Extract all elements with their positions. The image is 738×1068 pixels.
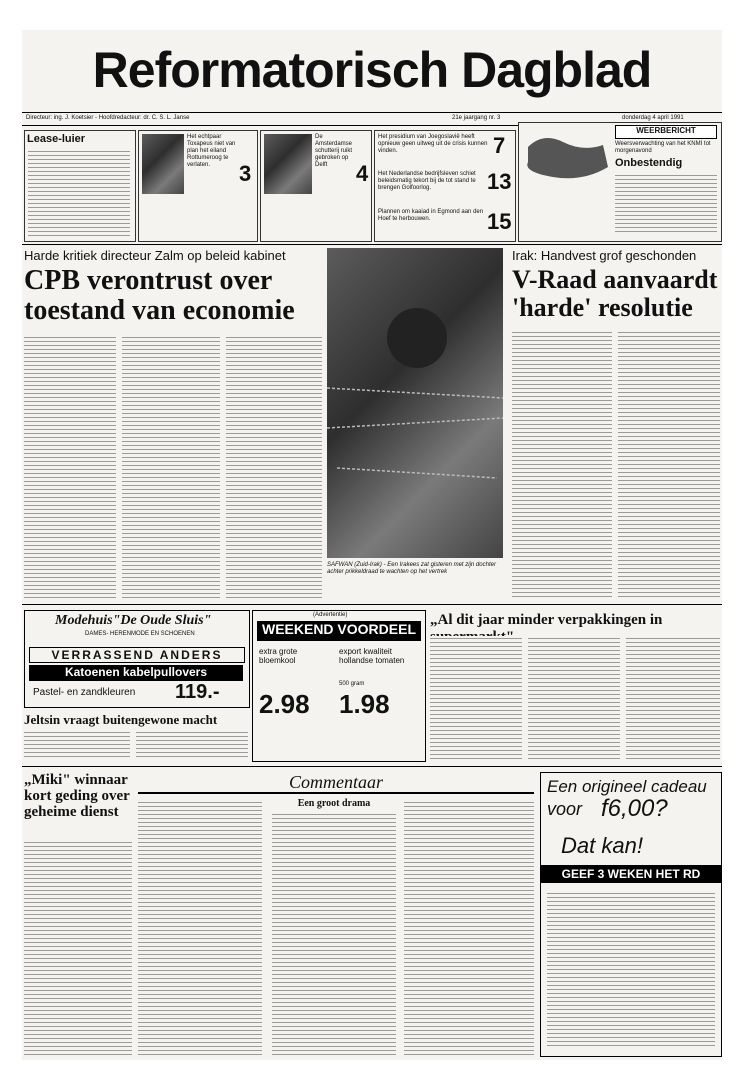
toxa-num: 3 xyxy=(239,161,252,186)
irak-kicker: Irak: Handvest grof geschonden xyxy=(512,248,697,263)
verpakking-headline[interactable]: „Al dit jaar minder verpakkingen in xyxy=(430,612,663,628)
commentaar-label: Commentaar xyxy=(138,772,534,794)
jeltsin-headline[interactable]: Jeltsin vraagt buitengewone macht xyxy=(24,712,218,727)
voordeel-price2: 1.98 xyxy=(339,689,390,719)
teaser-list xyxy=(374,130,516,242)
voordeel-item2: export kwaliteit hollandse tomaten xyxy=(339,647,405,665)
commentaar-title: Een groot drama xyxy=(297,798,371,809)
egmond-text[interactable]: Plannen om kaaiad in Egmond aan den Hoef te herbouwen. xyxy=(378,209,484,222)
date: donderdag 4 april 1991 xyxy=(622,115,684,121)
irak-headline[interactable]: V-Raad aanvaardt 'harde' resolutie xyxy=(512,265,718,322)
voordeel-ad[interactable] xyxy=(252,610,426,762)
joegoslavie-text[interactable]: Het presidium van Joegoslavië heeft opnieuw geen uitweg uit de crisis kunnen vinden. xyxy=(378,134,488,154)
weather-title: Onbestendig xyxy=(615,157,683,169)
modehuis-detail: Pastel- en zandkleuren xyxy=(33,687,136,698)
amsterdam-photo xyxy=(264,134,312,194)
directors: Directeur: ing. J. Koetsier - Hoofdredacteur: dr. C. S. L. Janse xyxy=(26,115,190,121)
volume: 21e jaargang nr. 3 xyxy=(452,115,501,121)
modehuis-product: Katoenen kabelpullovers xyxy=(29,665,243,681)
promo-banner[interactable]: GEEF 3 WEKEN HET RD xyxy=(541,865,721,883)
photo-caption: SAFWAN (Zuid-Irak) - Een Irakees zat gisteren met zijn dochter achter prikkeldraad te wachten op het vertrek xyxy=(327,562,496,575)
teaser-lease[interactable] xyxy=(24,130,136,242)
voordeel-price1: 2.98 xyxy=(259,689,310,719)
joegoslavie-num: 7 xyxy=(493,133,506,158)
toxa-photo xyxy=(142,134,184,194)
voordeel-unit2: 500 gram xyxy=(339,681,365,687)
teaser-toxa[interactable] xyxy=(138,130,258,242)
promo-voor: voor xyxy=(547,799,583,819)
promo-cta: Dat kan! xyxy=(561,833,643,858)
teaser-amsterdam[interactable] xyxy=(260,130,372,242)
weather-header: WEERBERICHT xyxy=(615,125,717,139)
main-headline[interactable]: CPB verontrust over toestand van economie xyxy=(24,265,295,326)
newspaper-page xyxy=(22,30,722,1060)
miki-headline[interactable]: „Miki" winnaar kort geding over geheime dienst xyxy=(24,772,130,820)
main-kicker: Harde kritiek directeur Zalm op beleid kabinet xyxy=(24,248,286,263)
egmond-num: 15 xyxy=(487,209,512,234)
main-photo xyxy=(327,248,503,558)
toxa-text: Het echtpaar Toxapeus niet van plan het eiland Rottumeroog te verlaten. xyxy=(187,134,236,168)
subscription-promo[interactable] xyxy=(540,772,722,1057)
lease-title: Lease-luier xyxy=(27,133,86,145)
masthead xyxy=(22,30,722,110)
weather-map-icon xyxy=(523,127,615,187)
bedrijfsleven-text[interactable]: Het Nederlandse bedrijfsleven schiet beleidsmatig tekort bij de tot stand te brengen Golfoorlog. xyxy=(378,171,476,191)
bedrijfsleven-num: 13 xyxy=(487,169,512,194)
promo-line1: Een origineel cadeau xyxy=(547,777,707,796)
promo-price: f6,00? xyxy=(601,795,668,822)
newspaper-title: Reformatorisch Dagblad xyxy=(92,42,652,98)
modehuis-brand: VERRASSEND ANDERS xyxy=(29,647,245,663)
modehuis-name: Modehuis"De Oude Sluis" xyxy=(55,613,212,628)
modehuis-ad[interactable] xyxy=(24,610,250,708)
amsterdam-num: 4 xyxy=(356,161,369,186)
modehuis-price: 119.- xyxy=(175,681,220,703)
modehuis-sub: DAMES- HERENMODE EN SCHOENEN xyxy=(85,631,195,637)
weather-box[interactable] xyxy=(518,122,722,242)
voordeel-label: (Advertentie) xyxy=(313,612,348,618)
weather-text: Weersverwachting van het KNMI tot morgenavond xyxy=(615,141,711,154)
voordeel-title: WEEKEND VOORDEEL xyxy=(257,621,421,641)
amsterdam-text: De Amsterdamse schutterij ruikt gebroken op Delft xyxy=(315,134,353,168)
voordeel-item1: extra grote bloemkool xyxy=(259,647,298,665)
